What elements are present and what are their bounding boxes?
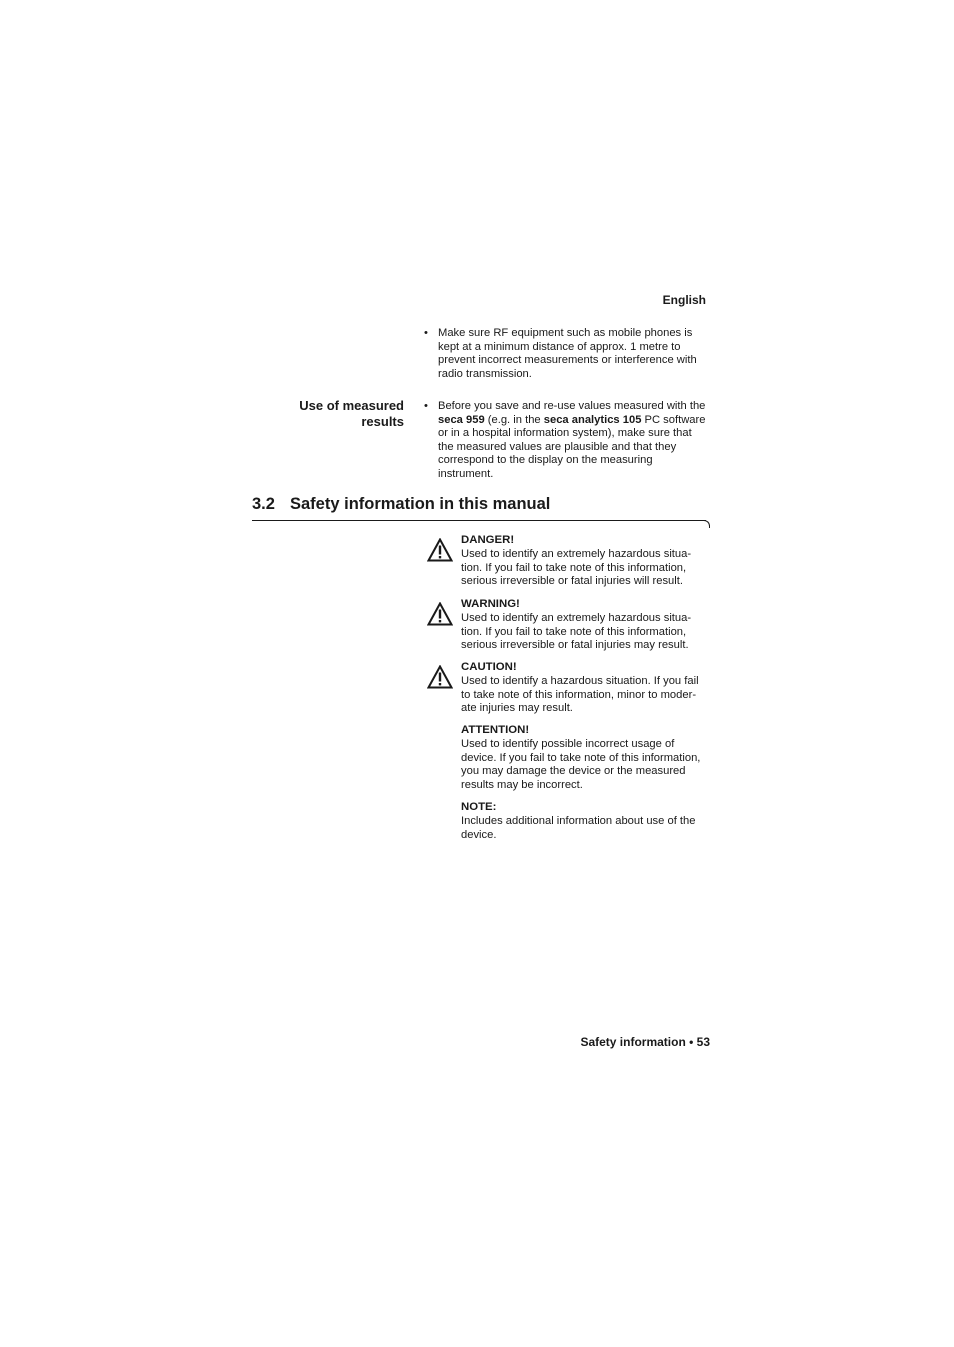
- product-name: seca analytics 105: [543, 413, 642, 426]
- entry-line: tion. If you fail to take note of this information,: [461, 625, 687, 638]
- text-run: Before you save and re-use values measured with the: [438, 400, 706, 412]
- entry-line: device.: [461, 828, 497, 841]
- warning-triangle-icon: [427, 538, 453, 562]
- text-run: PC software or in a hospital information system), make sure that the measured values are plausible and that they correspond to the display on the measuring instrument.: [438, 413, 706, 480]
- bullet-text: [438, 400, 710, 482]
- entry-heading: NOTE:: [461, 801, 497, 813]
- warning-triangle-icon: [427, 665, 453, 689]
- entry-line: Used to identify a hazardous situation. If you fail: [461, 675, 699, 687]
- page-footer: Safety information • 53: [580, 1035, 710, 1049]
- safety-entry-attention: [461, 723, 713, 792]
- entry-line: serious irreversible or fatal injuries may result.: [461, 639, 689, 652]
- bullet-glyph: •: [424, 327, 428, 339]
- section-divider-curl: [703, 520, 710, 528]
- entry-heading: CAUTION!: [461, 661, 517, 673]
- safety-entry-note: [461, 800, 713, 842]
- bullet-text: Make sure RF equipment such as mobile phones is kept at a minimum distance of approx. 1 metre to prevent incorrect measurements or interference with radio transmission.: [438, 327, 697, 380]
- entry-line: Used to identify an extremely hazardous situa-: [461, 548, 692, 560]
- safety-entry-warning: [461, 597, 713, 653]
- bullet-item-measured-results: [424, 400, 714, 482]
- bullet-glyph: •: [424, 400, 428, 412]
- product-name: seca 959: [438, 413, 485, 426]
- entry-line: serious irreversible or fatal injuries will result.: [461, 575, 683, 588]
- entry-line: to take note of this information, minor to moder-: [461, 688, 697, 701]
- text-run: (e.g. in the: [484, 413, 544, 426]
- entry-heading: WARNING!: [461, 598, 520, 610]
- entry-line: ate injuries may result.: [461, 702, 573, 715]
- side-heading-line-2: results: [361, 414, 404, 429]
- entry-heading: DANGER!: [461, 534, 515, 546]
- section-divider: [252, 520, 706, 521]
- entry-heading: ATTENTION!: [461, 724, 530, 736]
- section-number: 3.2: [252, 495, 275, 513]
- entry-line: you may damage the device or the measured: [461, 765, 686, 778]
- entry-line: Used to identify an extremely hazardous situa-: [461, 612, 692, 624]
- entry-line: tion. If you fail to take note of this information,: [461, 561, 687, 574]
- entry-line: results may be incorrect.: [461, 778, 583, 791]
- safety-entry-caution: [461, 660, 713, 716]
- safety-entry-danger: [461, 533, 713, 589]
- section-title: Safety information in this manual: [290, 495, 551, 513]
- entry-line: device. If you fail to take note of this information,: [461, 751, 701, 764]
- warning-triangle-icon: [427, 602, 453, 626]
- side-heading-line-1: Use of measured: [299, 398, 404, 413]
- language-label: English: [662, 293, 706, 307]
- section-heading: [252, 495, 550, 514]
- bullet-item-rf-equipment: [424, 327, 714, 381]
- side-heading-use-of-measured-results: [244, 398, 404, 430]
- entry-line: Includes additional information about use of the: [461, 815, 696, 827]
- entry-line: Used to identify possible incorrect usage of: [461, 738, 675, 750]
